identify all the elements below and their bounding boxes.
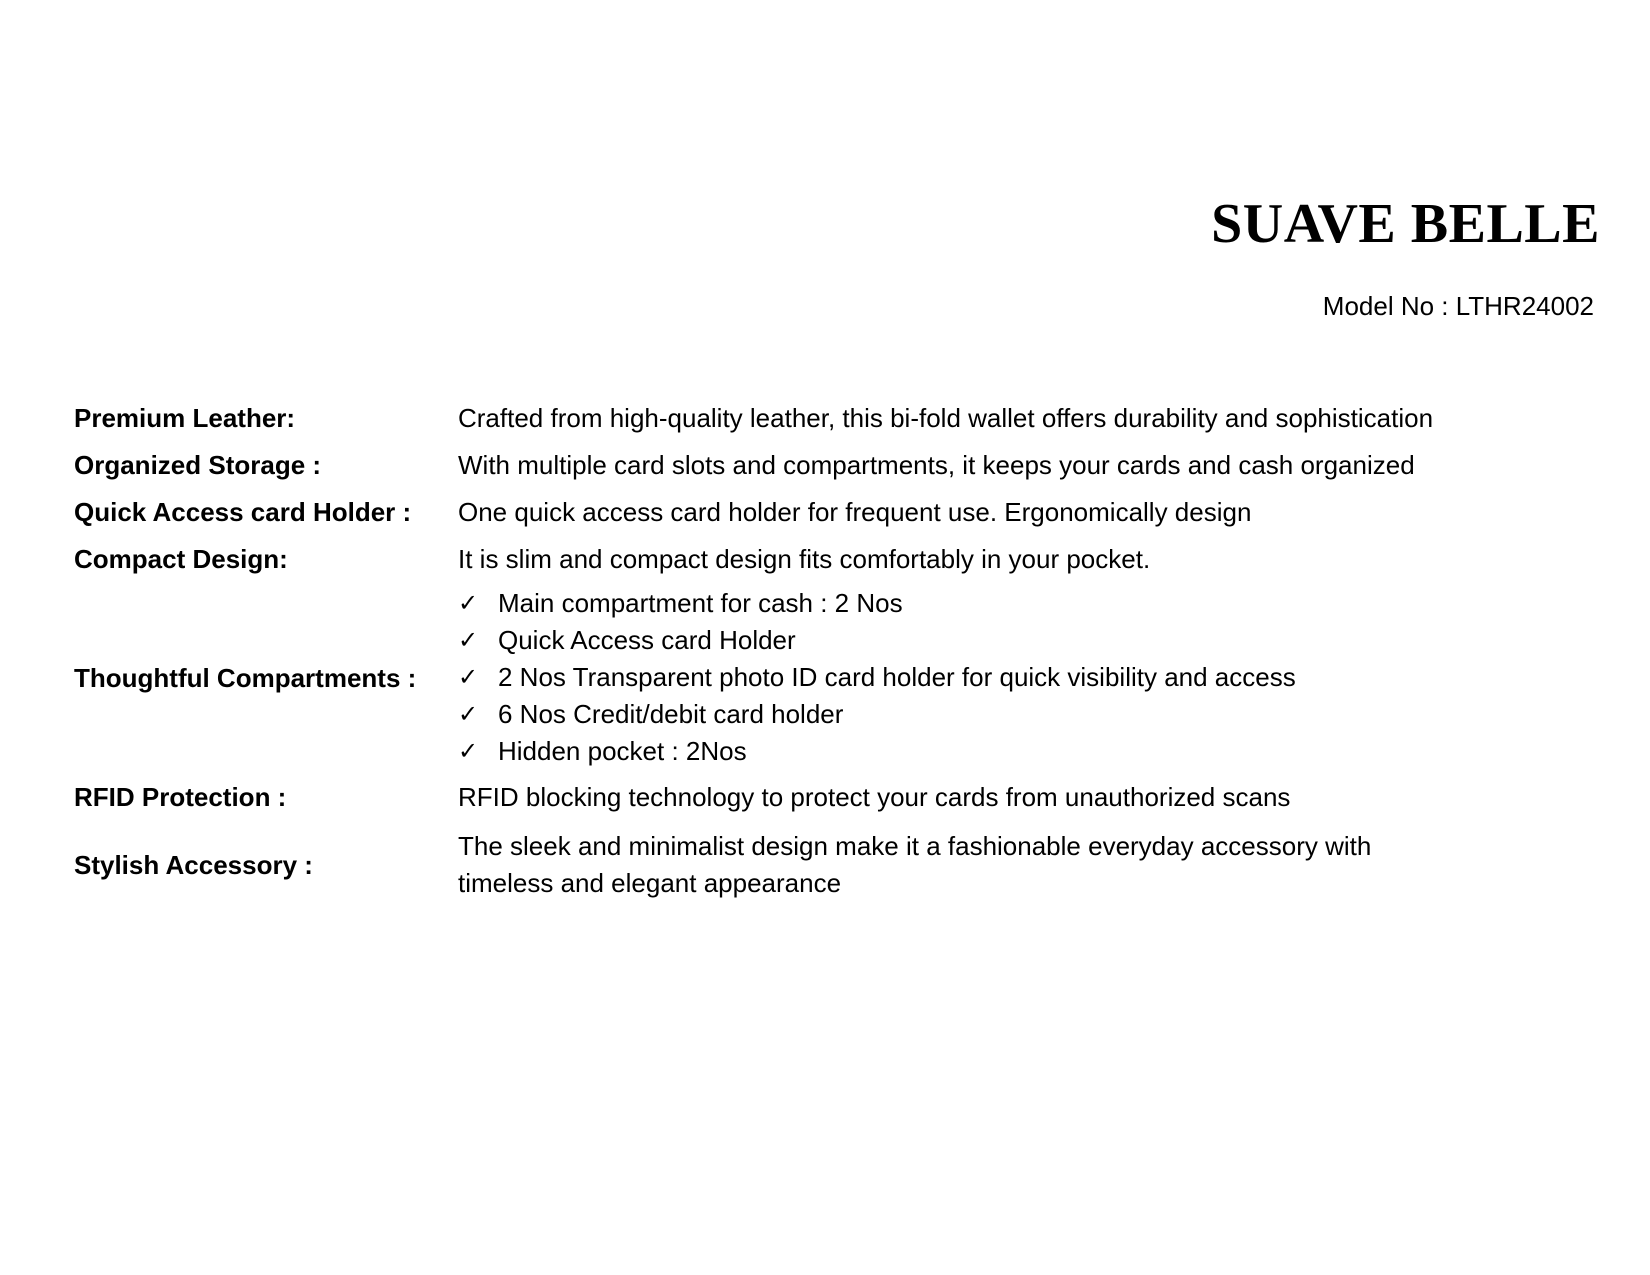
list-item (458, 733, 1594, 770)
spec-label: Organized Storage : (74, 450, 322, 480)
spec-value (458, 585, 1594, 770)
brand-title: SUAVE BELLE (1211, 193, 1600, 255)
check-icon: ✓ (458, 589, 479, 617)
spec-row-thoughtful-compartments (74, 585, 1594, 770)
list-item-text: Hidden pocket : 2Nos (498, 736, 747, 766)
spec-label: Compact Design: (74, 544, 288, 574)
spec-value: It is slim and compact design fits comfortably in your pocket. (458, 544, 1151, 574)
spec-value-line: The sleek and minimalist design make it a fashionable everyday accessory with (458, 831, 1372, 861)
spec-label: RFID Protection : (74, 782, 287, 812)
list-item (458, 696, 1594, 733)
spec-value: RFID blocking technology to protect your cards from unauthorized scans (458, 782, 1291, 812)
spec-label: Thoughtful Compartments : (74, 662, 417, 693)
spec-value: One quick access card holder for frequent use. Ergonomically design (458, 497, 1252, 527)
list-item (458, 659, 1594, 696)
spec-label: Premium Leather: (74, 403, 296, 433)
spec-table (74, 402, 1594, 917)
check-icon: ✓ (458, 626, 479, 654)
spec-label: Stylish Accessory : (74, 850, 313, 880)
list-item-text: 2 Nos Transparent photo ID card holder for quick visibility and access (498, 662, 1296, 692)
compartment-list (458, 585, 1594, 770)
list-item-text: 6 Nos Credit/debit card holder (498, 699, 844, 729)
spec-row-rfid-protection (74, 781, 1594, 813)
spec-value: With multiple card slots and compartments, it keeps your cards and cash organized (458, 450, 1415, 480)
model-number: Model No : LTHR24002 (1322, 291, 1594, 321)
check-icon: ✓ (458, 737, 479, 765)
spec-row-stylish-accessory (74, 828, 1594, 902)
spec-value-line: timeless and elegant appearance (458, 868, 842, 898)
spec-value: Crafted from high-quality leather, this bi-fold wallet offers durability and sophistication (458, 403, 1434, 433)
check-icon: ✓ (458, 663, 479, 691)
list-item (458, 622, 1594, 659)
spec-row-organized-storage (74, 449, 1594, 481)
spec-label: Quick Access card Holder : (74, 497, 412, 527)
check-icon: ✓ (458, 700, 479, 728)
spec-value (458, 828, 1594, 902)
list-item-text: Quick Access card Holder (498, 625, 796, 655)
spec-row-quick-access (74, 496, 1594, 528)
spec-row-premium-leather (74, 402, 1594, 434)
spec-row-compact-design (74, 543, 1594, 575)
list-item-text: Main compartment for cash : 2 Nos (498, 588, 903, 618)
list-item (458, 585, 1594, 622)
